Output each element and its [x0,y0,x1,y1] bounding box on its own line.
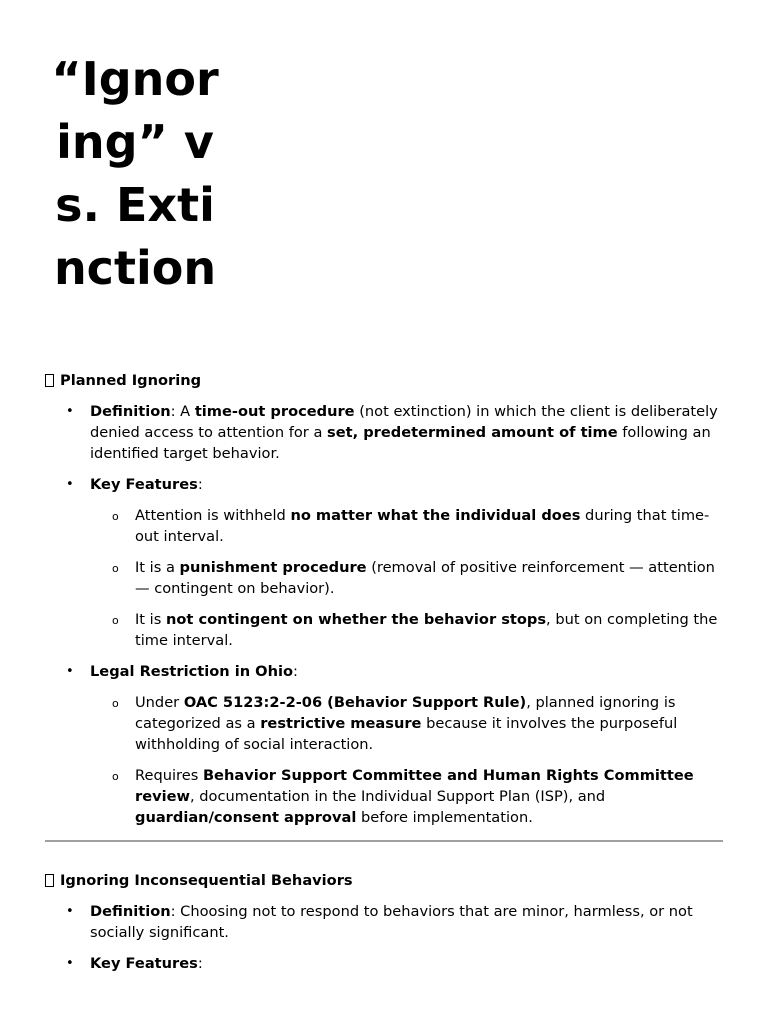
section-heading-inconsequential [45,870,723,891]
key-features-label: Key Features [90,955,198,972]
section-heading-planned-ignoring [45,370,723,391]
legal-restriction-label: Legal Restriction in Ohio [90,663,293,680]
definition-label: Definition [90,903,171,920]
sublist-item: o Requires Behavior Support Committee and Human Rights Committee review, documentation in the Individual Support Plan (ISP), and guardian/consent approval before implementation. [135,765,723,828]
key-features-sublist [90,505,723,651]
missing-glyph-icon [45,374,54,387]
legal-restriction-sublist [90,692,723,828]
section-divider [45,840,723,842]
sublist-item: o Under OAC 5123:2-2-06 (Behavior Support Rule), planned ignoring is categorized as a restrictive measure because it involves the purposeful withholding of social interaction. [135,692,723,755]
section-heading-label: Planned Ignoring [60,372,202,389]
sublist-item: o Attention is withheld no matter what the individual does during that time-out interval. [135,505,723,547]
sublist-item: o It is a punishment procedure (removal of positive reinforcement — attention — contingent on behavior). [135,557,723,599]
list-item-key-features: • Key Features: [90,953,723,974]
inconsequential-list [45,901,723,974]
list-item-key-features: • Key Features: o Attention is withheld no matter what the individual does during that time-out interval. o It is a punishment procedure (removal of positive reinforcement — attention — contingent on behavior). o It is not contingent on whether the behavior stops, but on completing the time interval. [90,474,723,651]
sublist-item: o It is not contingent on whether the behavior stops, but on completing the time interval. [135,609,723,651]
list-item-definition: • Definition: Choosing not to respond to behaviors that are minor, harmless, or not socially significant. [90,901,723,943]
section-heading-label: Ignoring Inconsequential Behaviors [60,872,353,889]
document-body [45,370,723,984]
definition-label: Definition [90,403,171,420]
missing-glyph-icon [45,874,54,887]
key-features-label: Key Features [90,476,198,493]
list-item-legal-restriction: • Legal Restriction in Ohio: o Under OAC 5123:2-2-06 (Behavior Support Rule), planned ignoring is categorized as a restrictive measure because it involves the purposeful withholding of social interaction. o Requires Behavior Support Committee and Human Rights Committee review, documentation in the Individual Support Plan (ISP), and guardian/consent approval before implementation. [90,661,723,828]
list-item-definition: • Definition: A time-out procedure (not extinction) in which the client is deliberately denied access to attention for a set, predetermined amount of time following an identified target behavior. [90,401,723,464]
planned-ignoring-list [45,401,723,828]
page-title: “Ignoring” vs. Extinction [51,52,219,295]
